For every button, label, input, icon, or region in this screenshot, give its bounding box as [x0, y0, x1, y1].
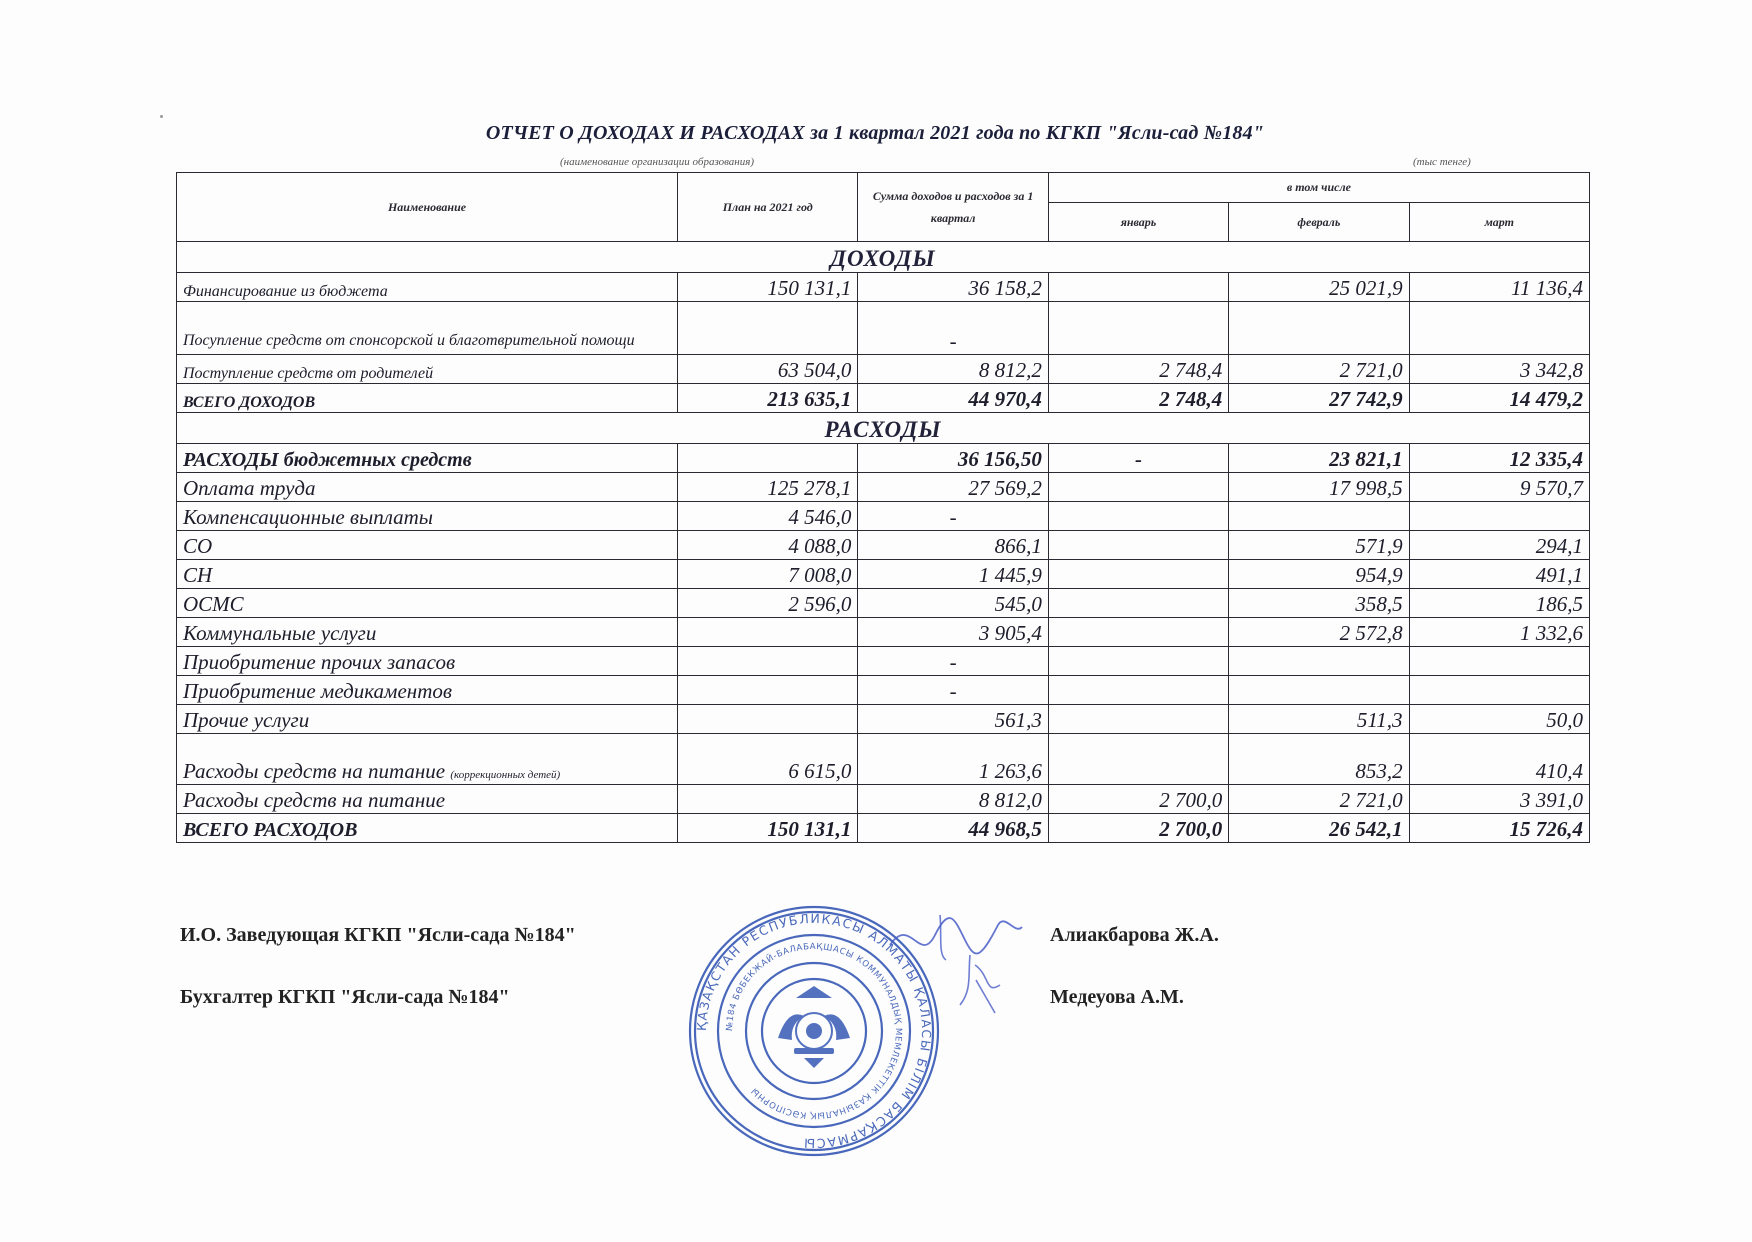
expense-mar: 9 570,7 [1409, 473, 1589, 502]
accountant-role: Бухгалтер КГКП "Ясли-сада №184" [180, 986, 510, 1008]
income-mar [1409, 302, 1589, 355]
expense-sum: 561,3 [858, 705, 1048, 734]
expense-jan [1048, 473, 1228, 502]
expense-feb [1229, 647, 1409, 676]
signature-scrawl [880, 905, 1030, 1015]
expense-plan [678, 647, 858, 676]
expense-feb: 358,5 [1229, 589, 1409, 618]
expense-name: Приобритение медикаментов [177, 676, 678, 705]
income-total-name: ВСЕГО ДОХОДОВ [177, 384, 678, 413]
income-plan: 150 131,1 [678, 273, 858, 302]
income-jan: 2 748,4 [1048, 355, 1228, 384]
expense-name: ОСМС [177, 589, 678, 618]
income-row [177, 273, 1590, 302]
income-name: Посупление средств от спонсорской и благотврительной помощи [177, 302, 678, 355]
header-name: Наименование [177, 173, 678, 242]
income-total-row [177, 384, 1590, 413]
expense-jan [1048, 734, 1228, 785]
expense-total-plan: 150 131,1 [678, 814, 858, 843]
income-feb [1229, 302, 1409, 355]
expense-sum: 8 812,0 [858, 785, 1048, 814]
accountant-name: Медеуова А.М. [1050, 986, 1184, 1008]
expense-jan [1048, 647, 1228, 676]
expense-row [177, 705, 1590, 734]
income-mar: 3 342,8 [1409, 355, 1589, 384]
expense-jan [1048, 560, 1228, 589]
expense-jan [1048, 531, 1228, 560]
expense-sum: 866,1 [858, 531, 1048, 560]
expense-plan [678, 705, 858, 734]
expense-sum: 27 569,2 [858, 473, 1048, 502]
expense-feb: 571,9 [1229, 531, 1409, 560]
expense-section-title: РАСХОДЫ [177, 413, 1590, 444]
income-name: Поступление средств от родителей [177, 355, 678, 384]
seal-inner-text: №184 БӨБЕКЖАЙ-БАЛАБАҚШАСЫ КОММУНАЛДЫҚ МЕМЛЕКЕТТІК ҚАЗЫНАЛЫҚ КӘСІПОРНЫ [724, 941, 904, 1121]
expense-row [177, 444, 1590, 473]
director-role: И.О. Заведующая КГКП "Ясли-сада №184" [180, 924, 576, 946]
income-total-sum: 44 970,4 [858, 384, 1048, 413]
report-table [176, 172, 1590, 843]
emblem-icon [778, 986, 850, 1068]
income-row [177, 302, 1590, 355]
income-jan [1048, 302, 1228, 355]
expense-name: Компенсационные выплаты [177, 502, 678, 531]
income-feb: 25 021,9 [1229, 273, 1409, 302]
income-feb: 2 721,0 [1229, 355, 1409, 384]
income-section-title: ДОХОДЫ [177, 242, 1590, 273]
expense-row [177, 647, 1590, 676]
expense-row [177, 589, 1590, 618]
expense-name: СН [177, 560, 678, 589]
expense-feb: 17 998,5 [1229, 473, 1409, 502]
expense-feb: 23 821,1 [1229, 444, 1409, 473]
income-row [177, 355, 1590, 384]
header-feb: февраль [1229, 203, 1409, 242]
expense-row [177, 785, 1590, 814]
income-sum: - [858, 302, 1048, 355]
expense-mar: 3 391,0 [1409, 785, 1589, 814]
expense-name [177, 734, 678, 785]
expense-jan [1048, 676, 1228, 705]
expense-jan: 2 700,0 [1048, 785, 1228, 814]
income-name: Финансирование из бюджета [177, 273, 678, 302]
expense-feb: 2 572,8 [1229, 618, 1409, 647]
expense-name: Расходы средств на питание [177, 785, 678, 814]
expense-sum: - [858, 502, 1048, 531]
expense-mar: 1 332,6 [1409, 618, 1589, 647]
header-jan: январь [1048, 203, 1228, 242]
expense-mar: 12 335,4 [1409, 444, 1589, 473]
units-caption: (тыс тенге) [1413, 156, 1471, 168]
expense-plan: 4 088,0 [678, 531, 858, 560]
expense-name-text: Расходы средств на питание [183, 759, 446, 783]
expense-mar [1409, 676, 1589, 705]
director-name: Алиакбарова Ж.А. [1050, 924, 1219, 946]
expense-jan [1048, 589, 1228, 618]
expense-mar [1409, 647, 1589, 676]
income-jan [1048, 273, 1228, 302]
expense-jan: - [1048, 444, 1228, 473]
expense-note: (коррекционных детей) [450, 769, 561, 781]
expense-total-feb: 26 542,1 [1229, 814, 1409, 843]
expense-feb: 511,3 [1229, 705, 1409, 734]
expense-sum: 1 445,9 [858, 560, 1048, 589]
income-total-feb: 27 742,9 [1229, 384, 1409, 413]
expense-row [177, 676, 1590, 705]
income-sum: 36 158,2 [858, 273, 1048, 302]
expense-total-sum: 44 968,5 [858, 814, 1048, 843]
expense-row [177, 531, 1590, 560]
expense-jan [1048, 618, 1228, 647]
expense-row [177, 618, 1590, 647]
expense-row [177, 734, 1590, 785]
expense-mar: 186,5 [1409, 589, 1589, 618]
expense-jan [1048, 705, 1228, 734]
expense-plan: 6 615,0 [678, 734, 858, 785]
expense-feb [1229, 502, 1409, 531]
expense-sum: 3 905,4 [858, 618, 1048, 647]
income-total-mar: 14 479,2 [1409, 384, 1589, 413]
expense-row [177, 502, 1590, 531]
expense-name: СО [177, 531, 678, 560]
expense-sum: - [858, 676, 1048, 705]
expense-feb: 853,2 [1229, 734, 1409, 785]
expense-plan: 125 278,1 [678, 473, 858, 502]
expense-feb [1229, 676, 1409, 705]
expense-sum: 545,0 [858, 589, 1048, 618]
header-plan: План на 2021 год [678, 173, 858, 242]
expense-name: Прочие услуги [177, 705, 678, 734]
expense-name: Оплата труда [177, 473, 678, 502]
expense-plan [678, 444, 858, 473]
expense-mar [1409, 502, 1589, 531]
expense-mar: 491,1 [1409, 560, 1589, 589]
scan-speck [160, 115, 163, 118]
expense-total-mar: 15 726,4 [1409, 814, 1589, 843]
expense-plan: 7 008,0 [678, 560, 858, 589]
expense-sum: 1 263,6 [858, 734, 1048, 785]
expense-total-name: ВСЕГО РАСХОДОВ [177, 814, 678, 843]
seal-outer-text: ҚАЗАҚСТАН РЕСПУБЛИКАСЫ АЛМАТЫ ҚАЛАСЫ БІЛІМ БАСҚАРМАСЫ [693, 910, 935, 1152]
income-section-row [177, 242, 1590, 273]
expense-sum: 36 156,50 [858, 444, 1048, 473]
income-total-plan: 213 635,1 [678, 384, 858, 413]
income-total-jan: 2 748,4 [1048, 384, 1228, 413]
expense-plan: 2 596,0 [678, 589, 858, 618]
income-plan [678, 302, 858, 355]
expense-name: Приобритение прочих запасов [177, 647, 678, 676]
income-plan: 63 504,0 [678, 355, 858, 384]
expense-name: РАСХОДЫ бюджетных средств [177, 444, 678, 473]
income-mar: 11 136,4 [1409, 273, 1589, 302]
expense-plan [678, 676, 858, 705]
header-row-1 [177, 173, 1590, 203]
header-sum: Сумма доходов и расходов за 1 квартал [858, 173, 1048, 242]
header-including: в том числе [1048, 173, 1589, 203]
expense-section-row [177, 413, 1590, 444]
expense-sum: - [858, 647, 1048, 676]
income-sum: 8 812,2 [858, 355, 1048, 384]
expense-row [177, 560, 1590, 589]
expense-feb: 2 721,0 [1229, 785, 1409, 814]
expense-row [177, 473, 1590, 502]
expense-feb: 954,9 [1229, 560, 1409, 589]
expense-mar: 410,4 [1409, 734, 1589, 785]
org-caption: (наименование организации образования) [560, 156, 755, 168]
header-mar: март [1409, 203, 1589, 242]
expense-plan: 4 546,0 [678, 502, 858, 531]
expense-jan [1048, 502, 1228, 531]
expense-mar: 50,0 [1409, 705, 1589, 734]
expense-plan [678, 785, 858, 814]
expense-name: Коммунальные услуги [177, 618, 678, 647]
expense-plan [678, 618, 858, 647]
report-title: ОТЧЕТ О ДОХОДАХ И РАСХОДАХ за 1 квартал 2021 года по КГКП "Ясли-сад №184" [485, 122, 1265, 144]
expense-total-row [177, 814, 1590, 843]
expense-mar: 294,1 [1409, 531, 1589, 560]
expense-total-jan: 2 700,0 [1048, 814, 1228, 843]
